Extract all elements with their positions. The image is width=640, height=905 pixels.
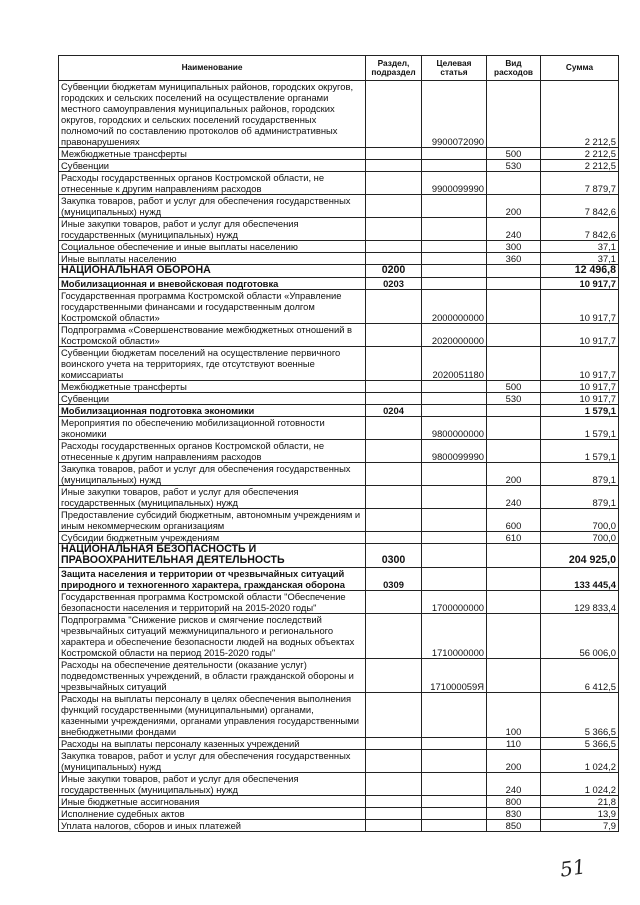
- row-target: [422, 531, 487, 543]
- header-section: Раздел, подраздел: [366, 56, 422, 81]
- table-row: [59, 380, 619, 392]
- row-name: Государственная программа Костромской области «Управление государственными финансами и государственным долгом Костромской области»: [59, 289, 366, 323]
- row-sum: 6 412,5: [541, 658, 619, 692]
- row-target: 1710000000: [422, 613, 487, 658]
- budget-table: [58, 55, 619, 832]
- row-section: [366, 218, 422, 241]
- row-section: [366, 81, 422, 148]
- row-name: Расходы государственных органов Костромской области, не отнесенные к другим направлениям расходов: [59, 172, 366, 195]
- row-target: 2000000000: [422, 289, 487, 323]
- row-target: [422, 795, 487, 807]
- row-name: Закупка товаров, работ и услуг для обеспечения государственных (муниципальных) нужд: [59, 749, 366, 772]
- row-sum: 7 879,7: [541, 172, 619, 195]
- row-sum: 21,8: [541, 795, 619, 807]
- row-section: [366, 749, 422, 772]
- row-sum: 1 579,1: [541, 416, 619, 439]
- row-name: Расходы на выплаты персоналу в целях обеспечения выполнения функций государственными (муниципальными) органами, казенными учреждениями, органами управления государственными внебюджетными фондами: [59, 692, 366, 737]
- page-number: 51: [558, 854, 587, 882]
- row-target: [422, 277, 487, 289]
- table-row: [59, 737, 619, 749]
- row-sum: 7 842,6: [541, 195, 619, 218]
- row-section: [366, 289, 422, 323]
- row-expense: 500: [487, 148, 541, 160]
- row-expense: [487, 416, 541, 439]
- row-section: [366, 148, 422, 160]
- row-expense: 200: [487, 462, 541, 485]
- row-name: Уплата налогов, сборов и иных платежей: [59, 819, 366, 831]
- row-target: [422, 749, 487, 772]
- row-expense: 600: [487, 508, 541, 531]
- row-sum: 5 366,5: [541, 737, 619, 749]
- row-expense: [487, 543, 541, 567]
- header-target: Целевая статья: [422, 56, 487, 81]
- row-target: [422, 148, 487, 160]
- row-sum: 1 024,2: [541, 749, 619, 772]
- table-row: [59, 613, 619, 658]
- row-name: Расходы на обеспечение деятельности (оказание услуг) подведомственных учреждений, в области гражданской обороны и чрезвычайных ситуаций: [59, 658, 366, 692]
- row-target: 2020000000: [422, 323, 487, 346]
- row-sum: 700,0: [541, 508, 619, 531]
- table-row: [59, 795, 619, 807]
- row-section: [366, 807, 422, 819]
- table-row: [59, 819, 619, 831]
- row-expense: 110: [487, 737, 541, 749]
- row-section: 0300: [366, 543, 422, 567]
- table-row: [59, 241, 619, 253]
- row-expense: 200: [487, 749, 541, 772]
- row-name: Иные выплаты населению: [59, 253, 366, 265]
- table-row: [59, 392, 619, 404]
- row-sum: 879,1: [541, 462, 619, 485]
- row-sum: 7 842,6: [541, 218, 619, 241]
- row-target: 2020051180: [422, 346, 487, 380]
- row-name: Подпрограмма "Снижение рисков и смягчение последствий чрезвычайных ситуаций межмуниципального и регионального характера и обеспечение безопасности людей на водных объектах Костромской области на период 2015-2020 годы": [59, 613, 366, 658]
- row-name: Иные бюджетные ассигнования: [59, 795, 366, 807]
- row-expense: [487, 289, 541, 323]
- row-section: [366, 795, 422, 807]
- row-target: [422, 485, 487, 508]
- row-target: 171000059Я: [422, 658, 487, 692]
- row-section: [366, 772, 422, 795]
- row-sum: 1 579,1: [541, 404, 619, 416]
- row-name: Подпрограмма «Совершенствование межбюджетных отношений в Костромской области»: [59, 323, 366, 346]
- row-section: [366, 172, 422, 195]
- row-section: [366, 416, 422, 439]
- row-sum: 5 366,5: [541, 692, 619, 737]
- row-sum: 10 917,7: [541, 323, 619, 346]
- row-target: 1700000000: [422, 590, 487, 613]
- row-target: [422, 462, 487, 485]
- row-sum: 1 579,1: [541, 439, 619, 462]
- header-name: Наименование: [59, 56, 366, 81]
- row-expense: [487, 658, 541, 692]
- row-expense: 800: [487, 795, 541, 807]
- row-name: Расходы на выплаты персоналу казенных учреждений: [59, 737, 366, 749]
- row-expense: [487, 439, 541, 462]
- row-name: Субвенции: [59, 392, 366, 404]
- row-name: Субвенции: [59, 160, 366, 172]
- table-row: [59, 323, 619, 346]
- table-row: [59, 148, 619, 160]
- row-target: [422, 404, 487, 416]
- row-expense: [487, 265, 541, 278]
- row-target: 9800000000: [422, 416, 487, 439]
- row-section: [366, 692, 422, 737]
- row-target: [422, 737, 487, 749]
- row-section: [366, 195, 422, 218]
- row-sum: 56 006,0: [541, 613, 619, 658]
- row-sum: 10 917,7: [541, 277, 619, 289]
- row-expense: [487, 613, 541, 658]
- table-row: [59, 416, 619, 439]
- row-target: [422, 772, 487, 795]
- row-expense: [487, 346, 541, 380]
- row-expense: [487, 277, 541, 289]
- row-name: Мобилизационная и вневойсковая подготовка: [59, 277, 366, 289]
- row-expense: 530: [487, 160, 541, 172]
- row-expense: [487, 81, 541, 148]
- table-row: [59, 692, 619, 737]
- row-target: [422, 392, 487, 404]
- row-expense: 240: [487, 218, 541, 241]
- table-row: [59, 485, 619, 508]
- table-row: [59, 160, 619, 172]
- row-section: [366, 462, 422, 485]
- row-sum: 10 917,7: [541, 346, 619, 380]
- row-section: [366, 241, 422, 253]
- row-target: [422, 692, 487, 737]
- table-row: [59, 807, 619, 819]
- row-section: [366, 346, 422, 380]
- row-section: 0309: [366, 567, 422, 590]
- row-section: [366, 485, 422, 508]
- row-name: Социальное обеспечение и иные выплаты населению: [59, 241, 366, 253]
- table-row: [59, 543, 619, 567]
- row-expense: 850: [487, 819, 541, 831]
- row-name: Защита населения и территории от чрезвычайных ситуаций природного и техногенного характера, гражданская оборона: [59, 567, 366, 590]
- table-row: [59, 439, 619, 462]
- row-name: Государственная программа Костромской области "Обеспечение безопасности населения и территорий на 2015-2020 годы": [59, 590, 366, 613]
- row-name: НАЦИОНАЛЬНАЯ ОБОРОНА: [59, 265, 366, 278]
- row-name: Межбюджетные трансферты: [59, 148, 366, 160]
- row-expense: 100: [487, 692, 541, 737]
- row-sum: 133 445,4: [541, 567, 619, 590]
- row-target: [422, 160, 487, 172]
- row-section: [366, 439, 422, 462]
- row-sum: 700,0: [541, 531, 619, 543]
- row-target: [422, 265, 487, 278]
- row-name: Исполнение судебных актов: [59, 807, 366, 819]
- row-expense: [487, 567, 541, 590]
- row-sum: 129 833,4: [541, 590, 619, 613]
- row-expense: 200: [487, 195, 541, 218]
- row-target: [422, 807, 487, 819]
- row-name: Иные закупки товаров, работ и услуг для обеспечения государственных (муниципальных) нужд: [59, 485, 366, 508]
- row-section: [366, 508, 422, 531]
- row-section: [366, 323, 422, 346]
- table-row: [59, 531, 619, 543]
- table-row: [59, 172, 619, 195]
- table-row: [59, 253, 619, 265]
- table-row: [59, 567, 619, 590]
- table-row: [59, 195, 619, 218]
- row-expense: 360: [487, 253, 541, 265]
- row-target: [422, 819, 487, 831]
- table-row: [59, 404, 619, 416]
- table-row: [59, 346, 619, 380]
- row-sum: 10 917,7: [541, 392, 619, 404]
- row-name: Предоставление субсидий бюджетным, автономным учреждениям и иным некоммерческим организациям: [59, 508, 366, 531]
- row-sum: 204 925,0: [541, 543, 619, 567]
- row-section: 0203: [366, 277, 422, 289]
- row-expense: 530: [487, 392, 541, 404]
- row-section: [366, 819, 422, 831]
- row-name: Межбюджетные трансферты: [59, 380, 366, 392]
- row-sum: 13,9: [541, 807, 619, 819]
- row-sum: 2 212,5: [541, 81, 619, 148]
- table-row: [59, 658, 619, 692]
- row-name: Закупка товаров, работ и услуг для обеспечения государственных (муниципальных) нужд: [59, 462, 366, 485]
- row-name: Закупка товаров, работ и услуг для обеспечения государственных (муниципальных) нужд: [59, 195, 366, 218]
- table-row: [59, 265, 619, 278]
- table-row: [59, 508, 619, 531]
- table-row: [59, 772, 619, 795]
- row-target: [422, 195, 487, 218]
- row-sum: 7,9: [541, 819, 619, 831]
- table-row: [59, 81, 619, 148]
- row-target: [422, 543, 487, 567]
- row-expense: [487, 323, 541, 346]
- row-sum: 10 917,7: [541, 289, 619, 323]
- row-name: Расходы государственных органов Костромской области, не отнесенные к другим направлениям расходов: [59, 439, 366, 462]
- row-section: [366, 160, 422, 172]
- row-name: Субвенции бюджетам муниципальных районов, городских округов, городских и сельских поселений на осуществление органами местного самоуправления муниципальных районов, городских округов, городских и сельских поселений государственных полномочий по составлению протоколов об административных правонарушениях: [59, 81, 366, 148]
- row-target: [422, 567, 487, 590]
- row-sum: 10 917,7: [541, 380, 619, 392]
- table-row: [59, 289, 619, 323]
- row-expense: [487, 590, 541, 613]
- row-sum: 879,1: [541, 485, 619, 508]
- table-row: [59, 590, 619, 613]
- row-target: [422, 253, 487, 265]
- row-section: [366, 392, 422, 404]
- row-section: [366, 253, 422, 265]
- header-sum: Сумма: [541, 56, 619, 81]
- row-name: Иные закупки товаров, работ и услуг для обеспечения государственных (муниципальных) нужд: [59, 772, 366, 795]
- row-target: 9900099990: [422, 172, 487, 195]
- row-name: Мероприятия по обеспечению мобилизационной готовности экономики: [59, 416, 366, 439]
- row-sum: 2 212,5: [541, 148, 619, 160]
- row-expense: [487, 404, 541, 416]
- row-section: [366, 590, 422, 613]
- row-expense: 500: [487, 380, 541, 392]
- table-row: [59, 462, 619, 485]
- row-expense: 610: [487, 531, 541, 543]
- table-header-row: [59, 56, 619, 81]
- row-expense: 300: [487, 241, 541, 253]
- row-target: 9900072090: [422, 81, 487, 148]
- row-section: [366, 613, 422, 658]
- row-section: 0200: [366, 265, 422, 278]
- row-sum: 1 024,2: [541, 772, 619, 795]
- row-expense: 240: [487, 772, 541, 795]
- row-name: НАЦИОНАЛЬНАЯ БЕЗОПАСНОСТЬ И ПРАВООХРАНИТЕЛЬНАЯ ДЕЯТЕЛЬНОСТЬ: [59, 543, 366, 567]
- row-name: Иные закупки товаров, работ и услуг для обеспечения государственных (муниципальных) нужд: [59, 218, 366, 241]
- row-sum: 12 496,8: [541, 265, 619, 278]
- row-sum: 2 212,5: [541, 160, 619, 172]
- row-expense: 830: [487, 807, 541, 819]
- row-target: [422, 380, 487, 392]
- row-name: Субвенции бюджетам поселений на осуществление первичного воинского учета на территориях, где отсутствуют военные комиссариаты: [59, 346, 366, 380]
- row-sum: 37,1: [541, 253, 619, 265]
- row-name: Мобилизационная подготовка экономики: [59, 404, 366, 416]
- row-expense: 240: [487, 485, 541, 508]
- row-target: [422, 241, 487, 253]
- row-section: [366, 658, 422, 692]
- table-row: [59, 218, 619, 241]
- row-section: [366, 531, 422, 543]
- table-row: [59, 277, 619, 289]
- row-section: [366, 380, 422, 392]
- row-section: [366, 737, 422, 749]
- row-target: 9800099990: [422, 439, 487, 462]
- table-row: [59, 749, 619, 772]
- table-body: [59, 81, 619, 832]
- row-section: 0204: [366, 404, 422, 416]
- row-target: [422, 218, 487, 241]
- row-sum: 37,1: [541, 241, 619, 253]
- header-expense: Вид расходов: [487, 56, 541, 81]
- row-name: Субсидии бюджетным учреждениям: [59, 531, 366, 543]
- row-expense: [487, 172, 541, 195]
- row-target: [422, 508, 487, 531]
